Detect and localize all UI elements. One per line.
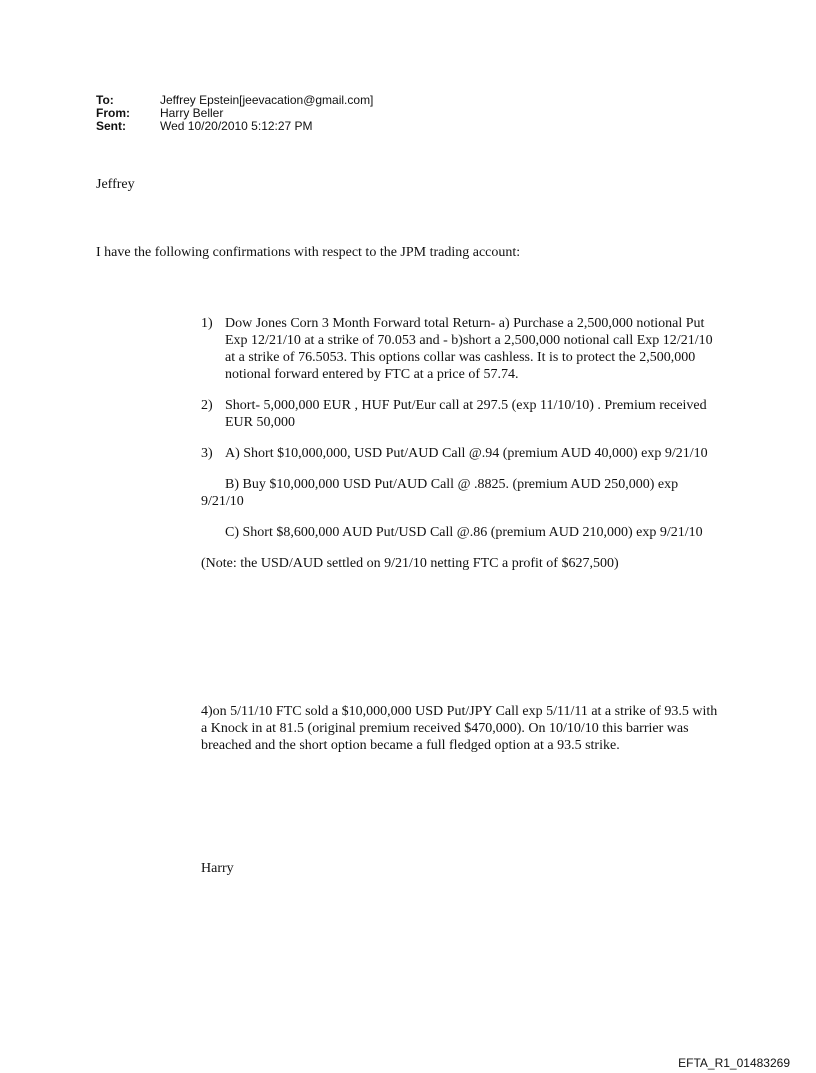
item4-paragraph: 4)on 5/11/10 FTC sold a $10,000,000 USD Put/JPY Call exp 5/11/11 at a strike of 93.5 with a Knock in at 81.5 (original premium received $470,000). On 10/10/10 this barrier was breached and the short option became a full fledged option at a 93.5 strike. (201, 704, 718, 753)
item-number: 3) (201, 446, 213, 461)
item3-c-text: C) Short $8,600,000 AUD Put/USD Call @.86 (premium AUD 210,000) exp 9/21/10 (225, 525, 703, 540)
greeting: Jeffrey (96, 177, 135, 192)
to-value: Jeffrey Epstein[jeevacation@gmail.com] (160, 93, 374, 107)
to-label: To: (96, 93, 114, 107)
item-text: Short- 5,000,000 EUR , HUF Put/Eur call at 297.5 (exp 11/10/10) . Premium received EUR 50,000 (225, 398, 707, 430)
to-row (96, 94, 373, 107)
signature: Harry (201, 861, 234, 876)
email-header (96, 94, 373, 133)
item3-b-text: B) Buy $10,000,000 USD Put/AUD Call @ .8825. (premium AUD 250,000) exp 9/21/10 (201, 477, 679, 509)
item3-note: (Note: the USD/AUD settled on 9/21/10 netting FTC a profit of $627,500) (201, 556, 619, 571)
intro-paragraph: I have the following confirmations with respect to the JPM trading account: (96, 245, 521, 260)
sent-label: Sent: (96, 119, 126, 133)
sent-row (96, 120, 373, 133)
item-text: A) Short $10,000,000, USD Put/AUD Call @.94 (premium AUD 40,000) exp 9/21/10 (225, 446, 708, 461)
document-id: EFTA_R1_01483269 (678, 1056, 790, 1070)
item-text: Dow Jones Corn 3 Month Forward total Return- a) Purchase a 2,500,000 notional Put Exp 12/21/10 at a strike of 70.053 and - b)short a 2,500,000 notional call Exp 12/21/10 at a strike of 76.5053. This options collar was cashless. It is to protect the 2,500,000 notional forward entered by FTC at a price of 57.74. (225, 316, 713, 382)
list-item (201, 315, 721, 383)
list-item (201, 397, 721, 431)
list-item (201, 445, 721, 462)
confirmations-list (201, 315, 721, 572)
from-label: From: (96, 106, 130, 120)
item-number: 2) (201, 398, 213, 413)
sent-value: Wed 10/20/2010 5:12:27 PM (160, 119, 313, 133)
from-value: Harry Beller (160, 106, 224, 120)
item-number: 1) (201, 316, 213, 331)
